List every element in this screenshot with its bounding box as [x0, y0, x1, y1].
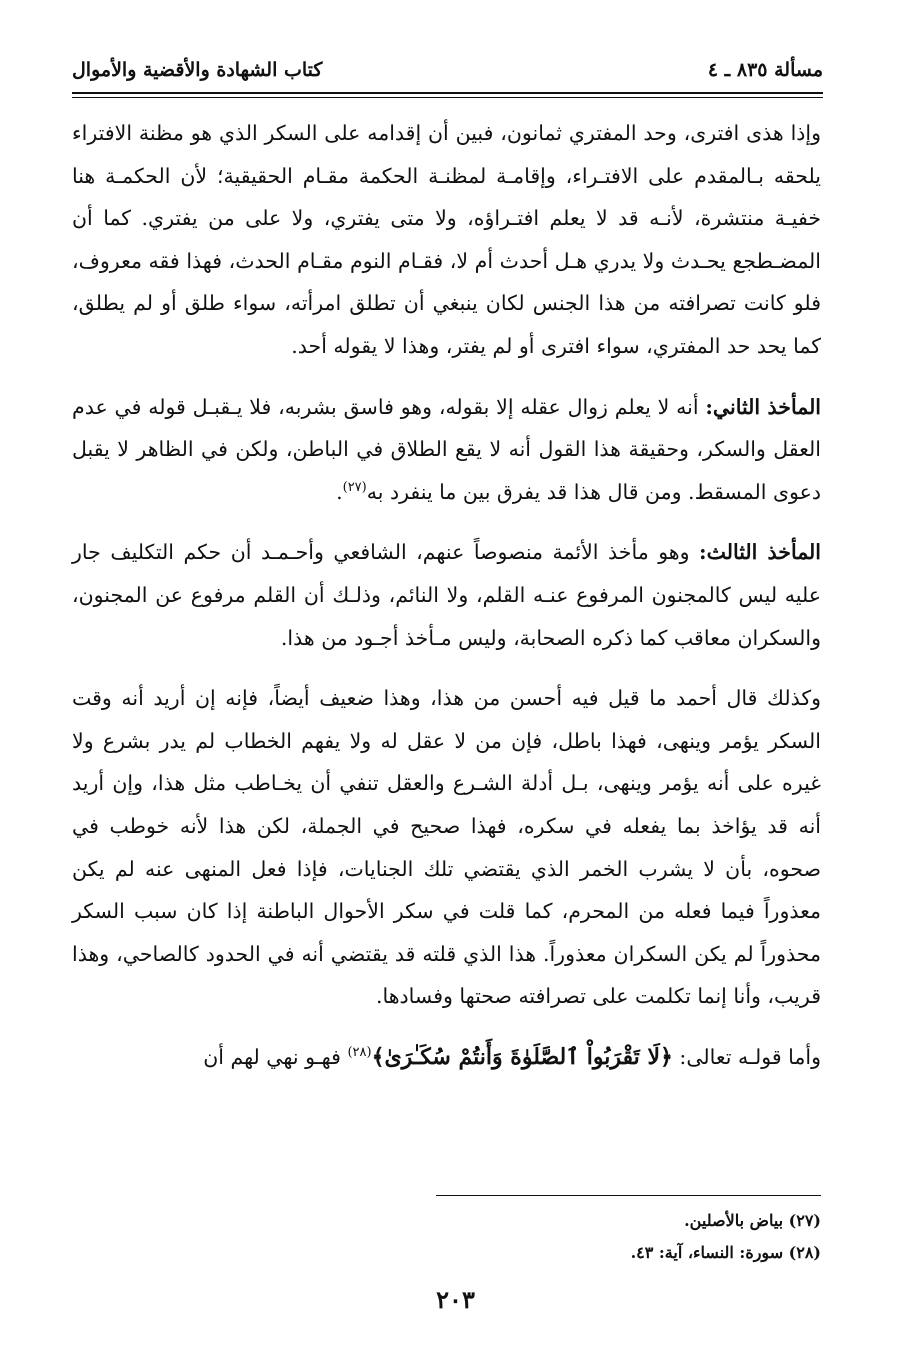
paragraph [72, 677, 821, 1018]
footnote: (٢٨) سورة: النساء، آية: ٤٣. [630, 1243, 821, 1262]
footnote-rule [436, 1195, 821, 1196]
paragraph [72, 386, 821, 514]
paragraph-text: وإذا هذى افترى، وحد المفتري ثمانون، فبين أن إقدامه على السكر الذي هو مظنة الافتراء يلحقه بـالمقدم على الافتـراء، وإقامـة لمظنـة الحكمة مقـام الحقيقية؛ لأن الحكمـة هنا خفيـة منتشرة، لأنـه قد لا يعلم افتـراؤه، ولا متى يفتري، ولا على من يفتري. كما أن المضـطجع يحـدث ولا يدري هـل أحدث أم لا، فقـام النوم مقـام الحدث، فهذا فقه معروف، فلو كانت تصرافته من هذا الجنس لكان ينبغي أن تطلق امرأته، سواء طلق أو لم يطلق، كما يحد حد المفتري، سواء افترى أو لم يفتر، وهذا لا يقوله أحد. [72, 121, 821, 358]
body-text [72, 112, 821, 1096]
paragraph-tail: . [336, 479, 343, 504]
footnote: (٢٧) بياض بالأصلين. [684, 1211, 821, 1230]
paragraph [72, 531, 821, 659]
footnotes [72, 1205, 821, 1269]
paragraph-text: أنه لا يعلم زوال عقله إلا بقوله، وهو فاسق بشربه، فلا يـقبـل قوله في عدم العقل والسكر، وحقيقة هذا القول أنه لا يقع الطلاق في الباطن، ولكن في الظاهر لا يقبل دعوى المسقط. ومن قال هذا قد يفرق بين ما ينفرد به [72, 394, 821, 504]
paragraph [72, 1036, 821, 1079]
running-header [72, 52, 823, 88]
header-rule [72, 92, 823, 94]
book-title: كتاب الشهادة والأقضية والأموال [72, 59, 323, 81]
paragraph-text: وهو مأخذ الأئمة منصوصاً عنهم، الشافعي وأحـمـد أن حكم التكليف جار عليه ليس كالمجنون المرفوع عنـه القلم، ولا النائم، وذلـك أن القلم مرفوع عن المجنون، والسكران معاقب كما ذكره الصحابة، وليس مـأخذ أجـود من هذا. [72, 540, 821, 650]
page-number: ٢٠٣ [436, 1285, 475, 1314]
paragraph-heading: المأخذ الثالث: [699, 540, 821, 565]
paragraph-text: وأما قولـه تعالى: [672, 1044, 821, 1069]
footnote-ref: (٢٧) [342, 479, 367, 495]
paragraph-tail: فهـو نهي لهم أن [203, 1044, 348, 1069]
header-rule-thin [72, 97, 823, 98]
paragraph-heading: المأخذ الثاني: [705, 394, 822, 419]
footnote-ref: (٢٨) [347, 1045, 372, 1061]
paragraph [72, 112, 821, 368]
paragraph-text: وكذلك قال أحمد ما قيل فيه أحسن من هذا، وهذا ضعيف أيضاً، فإنه إن أريد أنه وقت السكر يؤمر وينهى، فهذا باطل، فإن من لا عقل له ولا يفهم الخطاب لم يدر بشرع ولا غيره على أنه يؤمر وينهى، بـل أدلة الشـرع والعقل تنفي أن يخـاطب مثل هذا، وإن أريد أنه قد يؤاخذ بما يفعله في سكره، فهذا صحيح في الجملة، لكن هذا لأنه خوطب في صحوه، بأن لا يشرب الخمر الذي يقتضي تلك الجنايات، فإذا فعل المنهى عنه لم يكن معذوراً فيما فعله من المحرم، كما قلت في سكر الأحوال الباطنة إذا كان سبب السكر محذوراً لم يكن السكران معذوراً. هذا الذي قلته قد يقتضي أنه في الحدود كالصاحي، وهذا قريب، وأنا إنما تكلمت على تصرافته صحتها وفسادها. [72, 686, 821, 1009]
quran-verse: ﴿لَا تَقْرَبُواْ ٱلصَّلَوٰةَ وَأَنتُمْ سُكَـٰرَىٰ﴾ [371, 1043, 673, 1070]
section-label: مسألة ٨٣٥ ـ ٤ [707, 59, 823, 81]
